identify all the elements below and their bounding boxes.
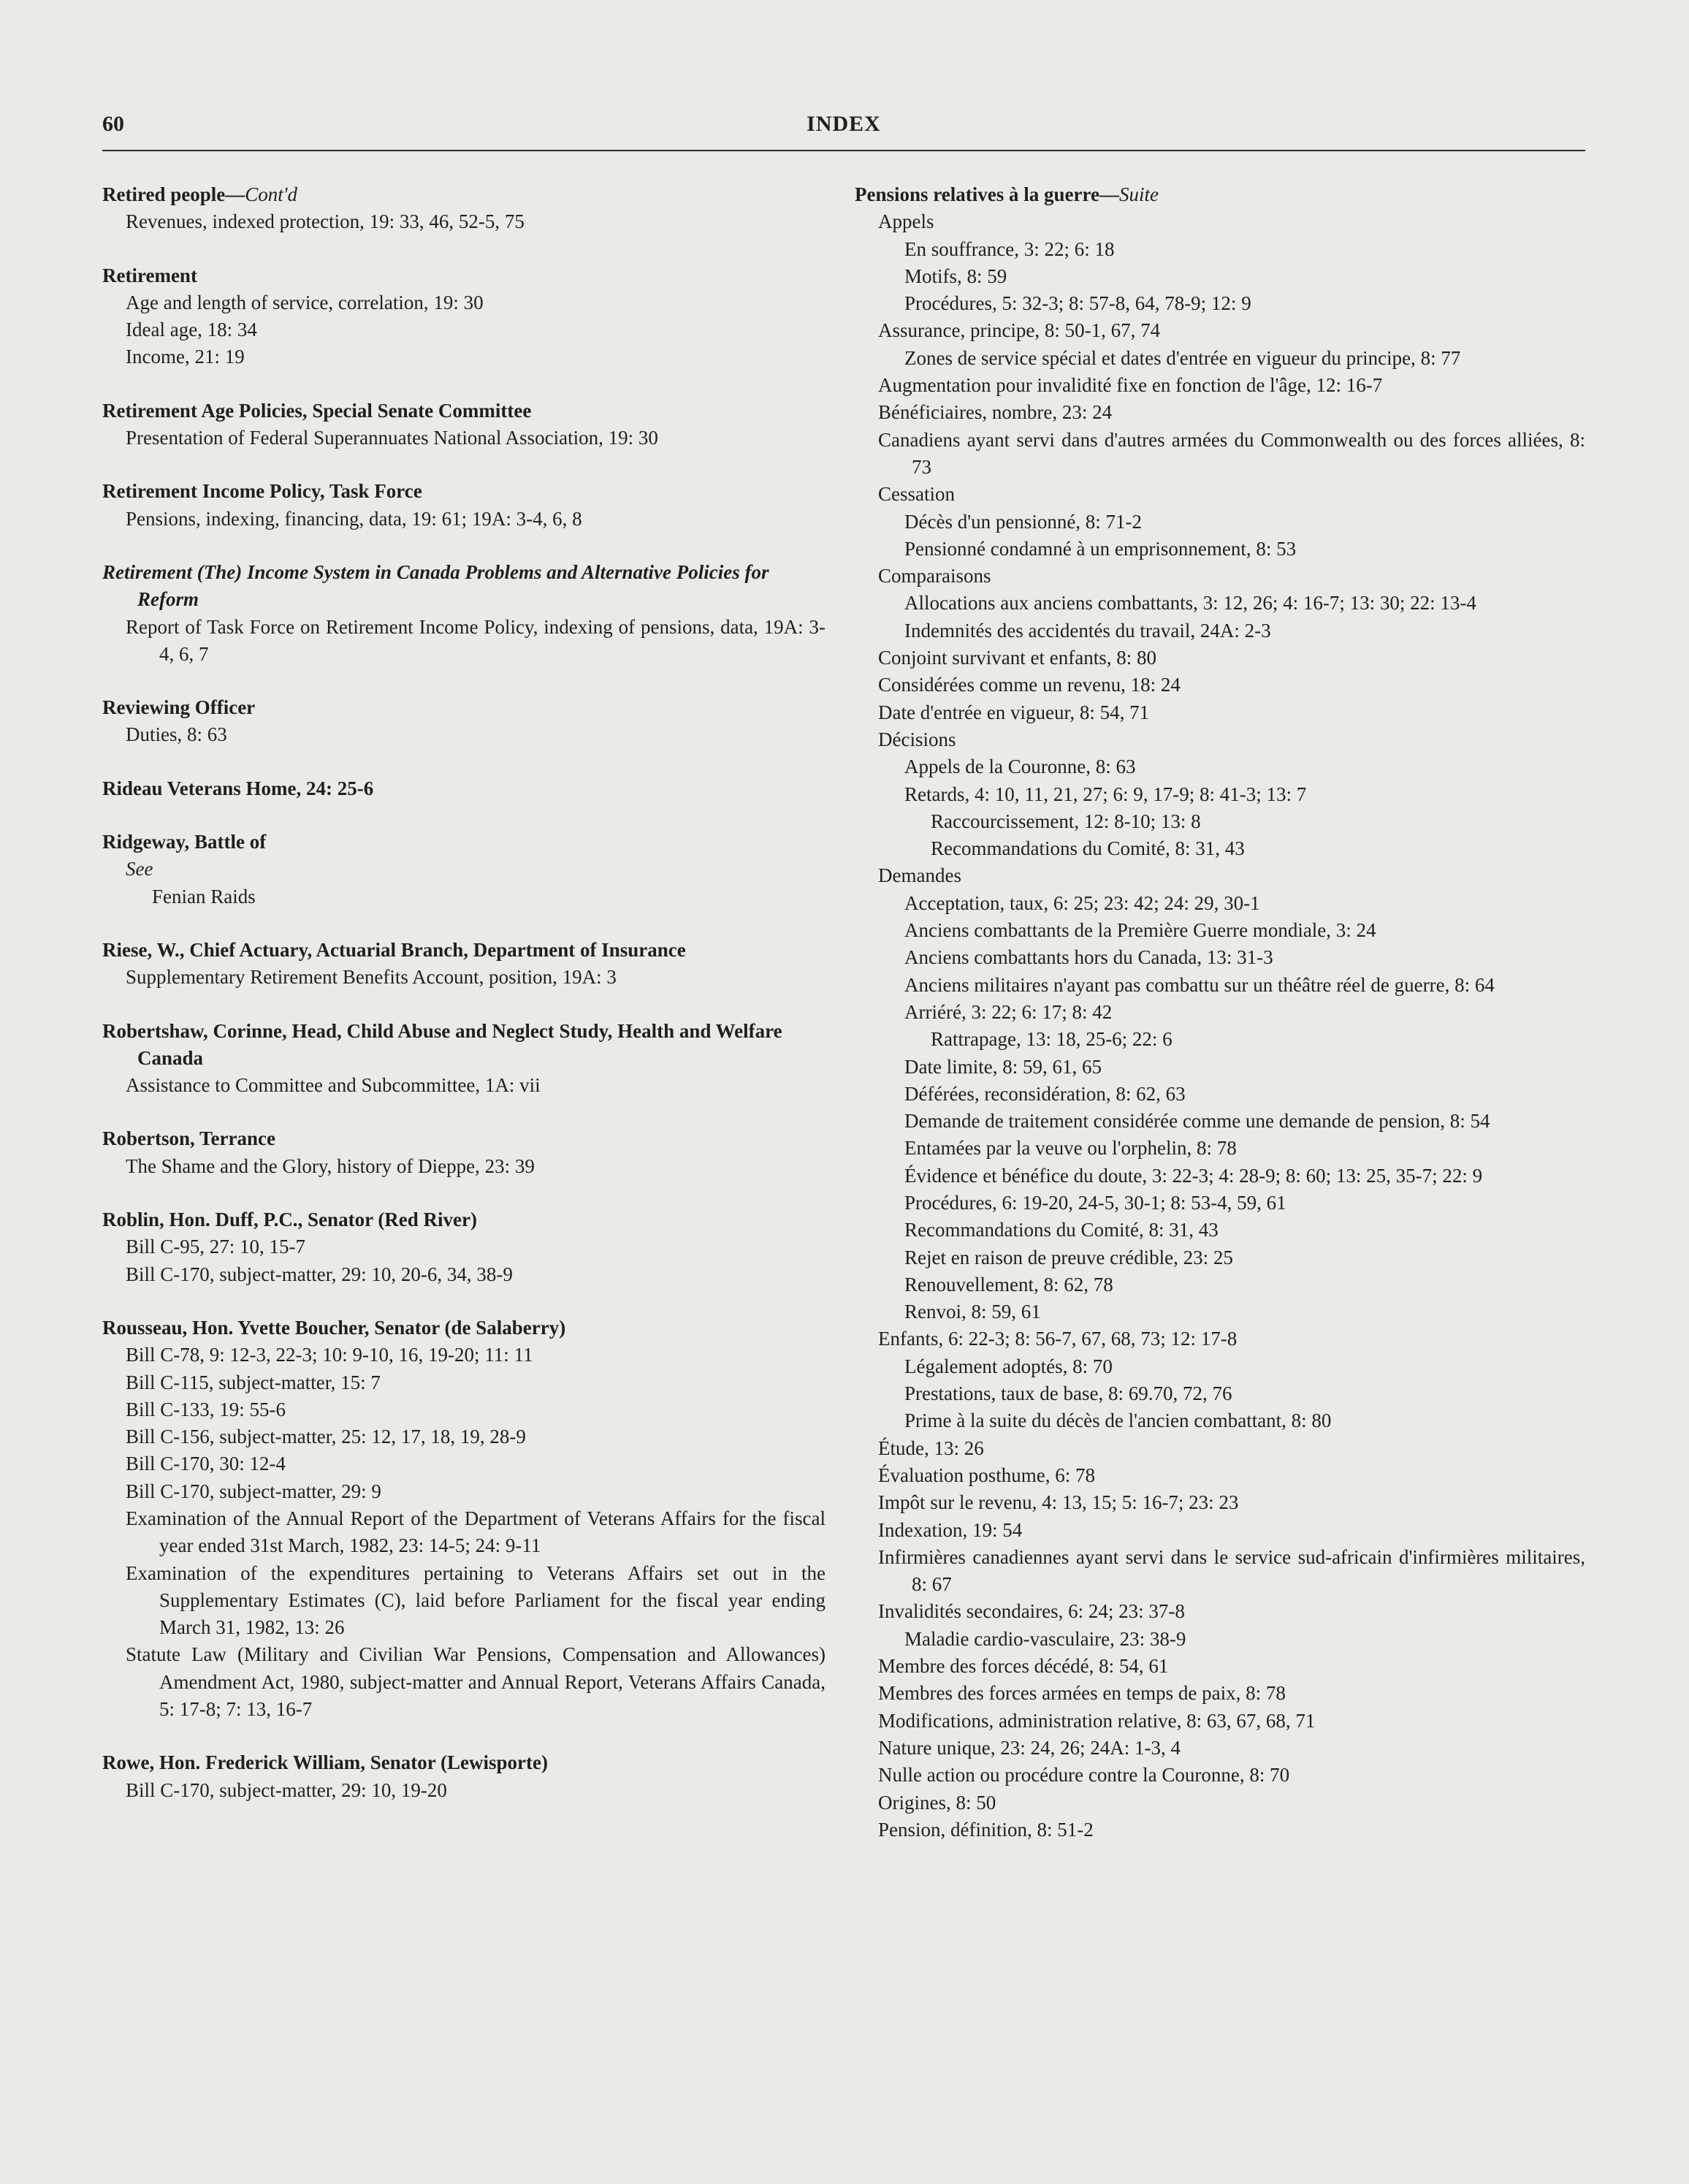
entry-heading [102,478,826,505]
right-column [855,181,1585,1870]
subentry: Demande de traitement considérée comme une demande de pension, 8: 54 [904,1110,1490,1133]
entry-heading-text: Retirement Age Policies, Special Senate Committee [102,399,532,422]
subentry: Allocations aux anciens combattants, 3: 12, 26; 4: 16-7; 13: 30; 22: 13-4 [904,592,1476,615]
entry-heading-text: Pensions relatives à la guerre [855,183,1099,205]
subentry: Pensionné condamné à un emprisonnement, 8: 53 [904,537,1297,560]
subentry: Supplementary Retirement Benefits Account, position, 19A: 3 [126,966,617,989]
index-entry [102,1018,826,1100]
entry-heading-text: Riese, W., Chief Actuary, Actuarial Branch, Department of Insurance [102,938,686,961]
left-column [102,181,826,1830]
entry-heading [102,694,826,721]
subentry: Bill C-133, 19: 55-6 [126,1398,286,1420]
subentry: Canadiens ayant servi dans d'autres armées du Commonwealth ou des forces alliées, 8: 73 [878,428,1585,478]
subentry: Rejet en raison de preuve crédible, 23: 25 [904,1246,1233,1268]
page-title: INDEX [807,112,881,136]
subentry: Age and length of service, correlation, 19: 30 [126,291,484,313]
subentry: Augmentation pour invalidité fixe en fonction de l'âge, 12: 16-7 [878,374,1383,397]
subentry: Décès d'un pensionné, 8: 71-2 [904,510,1143,533]
subentry: Anciens militaires n'ayant pas combattu sur un théâtre réel de guerre, 8: 64 [904,973,1495,996]
entry-heading-text: Retirement (The) Income System in Canada Problems and Alternative Policies for Reform [102,560,769,611]
index-entry [102,694,826,749]
subentry: Examination of the Annual Report of the Department of Veterans Affairs for the fiscal year ended 31st March, 1982, 23: 14-5; 24: 9-11 [126,1507,826,1557]
subentry: Impôt sur le revenu, 4: 13, 15; 5: 16-7; 23: 23 [878,1491,1239,1514]
index-entry [102,1314,826,1723]
subentry: Renouvellement, 8: 62, 78 [904,1273,1113,1295]
subentry: Duties, 8: 63 [126,723,227,746]
subentry: Bénéficiaires, nombre, 23: 24 [878,401,1113,424]
entry-heading: Retired people—Cont'd [102,183,298,205]
index-entry [102,262,826,371]
entry-heading [102,1125,826,1152]
entry-heading-text: Rowe, Hon. Frederick William, Senator (Lewisporte) [102,1751,548,1774]
subentry: Date d'entrée en vigueur, 8: 54, 71 [878,701,1150,723]
subentry: Retards, 4: 10, 11, 21, 27; 6: 9, 17-9; 8: 41-3; 13: 7 [904,783,1307,805]
subentry: Appels [878,210,934,233]
index-entry [102,1206,826,1288]
subentry: Considérées comme un revenu, 18: 24 [878,674,1181,696]
entry-heading-text: Ridgeway, Battle of [102,831,267,853]
subentry: Motifs, 8: 59 [904,265,1007,287]
subentry: Ideal age, 18: 34 [126,319,257,341]
subentry: Assurance, principe, 8: 50-1, 67, 74 [878,319,1161,342]
entry-heading-text: Roblin, Hon. Duff, P.C., Senator (Red River) [102,1209,478,1231]
subentry: Bill C-156, subject-matter, 25: 12, 17, 18, 19, 28-9 [126,1426,526,1448]
continued-marker: Cont'd [245,183,298,205]
subentry: Recommandations du Comité, 8: 31, 43 [904,1219,1219,1241]
entry-heading: Pensions relatives à la guerre—Suite [855,183,1159,205]
subentry: See [126,858,153,880]
subentry: Membre des forces décédé, 8: 54, 61 [878,1655,1169,1678]
subentry: Évidence et bénéfice du doute, 3: 22-3; 4: 28-9; 8: 60; 13: 25, 35-7; 22: 9 [904,1164,1483,1187]
subentry: Bill C-170, subject-matter, 29: 10, 20-6, 34, 38-9 [126,1263,513,1285]
subentry: Examination of the expenditures pertaining to Veterans Affairs set out in the Supplementary Estimates (C), laid before Parliament for the fiscal year ending March 31, 1982, 13: 26 [126,1561,826,1639]
index-entry [102,937,826,992]
entry-heading [102,775,826,802]
subentry: Invalidités secondaires, 6: 24; 23: 37-8 [878,1600,1185,1623]
page-header [102,106,1585,151]
subentry: Bill C-115, subject-matter, 15: 7 [126,1371,381,1393]
subentry: Anciens combattants de la Première Guerre mondiale, 3: 24 [904,919,1376,942]
subentry: Arriéré, 3: 22; 6: 17; 8: 42 [904,1000,1113,1023]
page-number: 60 [102,112,124,136]
entry-heading [102,1314,826,1342]
subentry: Maladie cardio-vasculaire, 23: 38-9 [904,1627,1186,1650]
subentry: Demandes [878,864,961,887]
subentry: Enfants, 6: 22-3; 8: 56-7, 67, 68, 73; 12: 17-8 [878,1328,1238,1350]
subentry: Déférées, reconsidération, 8: 62, 63 [904,1082,1186,1105]
entry-heading [102,397,826,425]
entry-heading-text: Rideau Veterans Home, 24: 25-6 [102,777,374,799]
subentry: Prestations, taux de base, 8: 69.70, 72, 76 [904,1382,1232,1405]
subentry: Bill C-170, subject-matter, 29: 10, 19-20 [126,1778,447,1801]
subentry: Anciens combattants hors du Canada, 13: 31-3 [904,946,1273,969]
subentry: Pensions, indexing, financing, data, 19: 61; 19A: 3-4, 6, 8 [126,507,582,530]
subentry: Origines, 8: 50 [878,1791,996,1814]
entry-heading [102,1018,826,1073]
subentry: Date limite, 8: 59, 61, 65 [904,1055,1102,1078]
index-entry [102,829,826,910]
entry-heading-text: Retirement Income Policy, Task Force [102,480,422,503]
index-entry [102,1125,826,1180]
entry-heading-text: Robertson, Terrance [102,1127,275,1150]
index-entry [102,478,826,533]
entry-heading-text: Robertshaw, Corinne, Head, Child Abuse and Neglect Study, Health and Welfare Canada [102,1019,782,1069]
subentry: Raccourcissement, 12: 8-10; 13: 8 [931,810,1201,832]
subentry: Rattrapage, 13: 18, 25-6; 22: 6 [931,1028,1173,1051]
subentry: Acceptation, taux, 6: 25; 23: 42; 24: 29, 30-1 [904,891,1260,914]
subentry: Zones de service spécial et dates d'entrée en vigueur du principe, 8: 77 [904,346,1461,369]
subentry: Bill C-170, subject-matter, 29: 9 [126,1480,381,1502]
entry-heading [102,937,826,964]
subentry: Fenian Raids [152,885,256,908]
subentry: Bill C-170, 30: 12-4 [126,1453,286,1475]
index-entry [102,559,826,668]
entry-heading [102,1206,826,1233]
subentry: Prime à la suite du décès de l'ancien combattant, 8: 80 [904,1409,1332,1432]
entry-heading-text: Retirement [102,264,197,286]
subentry: The Shame and the Glory, history of Dieppe, 23: 39 [126,1154,535,1177]
entry-heading-text: Retired people [102,183,226,205]
subentry: Décisions [878,728,956,750]
entry-heading-text: Reviewing Officer [102,696,256,719]
subentry: Modifications, administration relative, 8: 63, 67, 68, 71 [878,1709,1316,1732]
subentry: Cessation [878,483,955,506]
entry-heading [102,829,826,856]
entry-heading [102,1749,826,1776]
subentry: Indemnités des accidentés du travail, 24A: 2-3 [904,619,1271,642]
subentry: Indexation, 19: 54 [878,1518,1023,1541]
entry-heading-text: Rousseau, Hon. Yvette Boucher, Senator (de Salaberry) [102,1316,566,1339]
subentry: Bill C-78, 9: 12-3, 22-3; 10: 9-10, 16, 19-20; 11: 11 [126,1344,533,1366]
subentry: Nulle action ou procédure contre la Couronne, 8: 70 [878,1764,1290,1787]
subentry: Étude, 13: 26 [878,1437,984,1459]
subentry: Statute Law (Military and Civilian War Pensions, Compensation and Allowances) Amendment Act, 1980, subject-matter and Annual Report, Veterans Affairs Canada, 5: 17-8; 7: 13, 16-7 [126,1643,826,1721]
index-entry [102,1749,826,1804]
entry-heading [102,262,826,289]
subentry: Évaluation posthume, 6: 78 [878,1464,1095,1486]
subentry: Procédures, 6: 19-20, 24-5, 30-1; 8: 53-4, 59, 61 [904,1191,1286,1214]
subentry: Nature unique, 23: 24, 26; 24A: 1-3, 4 [878,1736,1181,1759]
subentry: En souffrance, 3: 22; 6: 18 [904,237,1115,260]
subentry: Procédures, 5: 32-3; 8: 57-8, 64, 78-9; 12: 9 [904,292,1251,315]
subentry: Conjoint survivant et enfants, 8: 80 [878,647,1156,669]
subentry: Comparaisons [878,565,991,587]
index-entry [102,397,826,452]
subentry: Membres des forces armées en temps de paix, 8: 78 [878,1682,1286,1705]
subentry: Income, 21: 19 [126,346,245,368]
index-entry [102,775,826,802]
subentry: Bill C-95, 27: 10, 15-7 [126,1236,306,1258]
subentry: Revenues, indexed protection, 19: 33, 46, 52-5, 75 [126,210,525,233]
index-entry [102,181,826,236]
subentry: Infirmières canadiennes ayant servi dans le service sud-africain d'infirmières militaires, 8: 67 [878,1545,1585,1596]
index-entry [855,181,1585,1844]
subentry: Pension, définition, 8: 51-2 [878,1818,1094,1841]
subentry: Appels de la Couronne, 8: 63 [904,756,1136,778]
subentry: Renvoi, 8: 59, 61 [904,1301,1041,1323]
subentry: Légalement adoptés, 8: 70 [904,1355,1113,1377]
subentry: Report of Task Force on Retirement Income Policy, indexing of pensions, data, 19A: 3-4, 6, 7 [126,615,826,665]
subentry: Entamées par la veuve ou l'orphelin, 8: 78 [904,1137,1237,1160]
subentry: Presentation of Federal Superannuates National Association, 19: 30 [126,427,658,449]
subentry: Assistance to Committee and Subcommittee, 1A: vii [126,1074,541,1097]
continued-marker: Suite [1118,183,1159,205]
entry-heading [102,559,826,614]
subentry: Recommandations du Comité, 8: 31, 43 [931,837,1245,860]
